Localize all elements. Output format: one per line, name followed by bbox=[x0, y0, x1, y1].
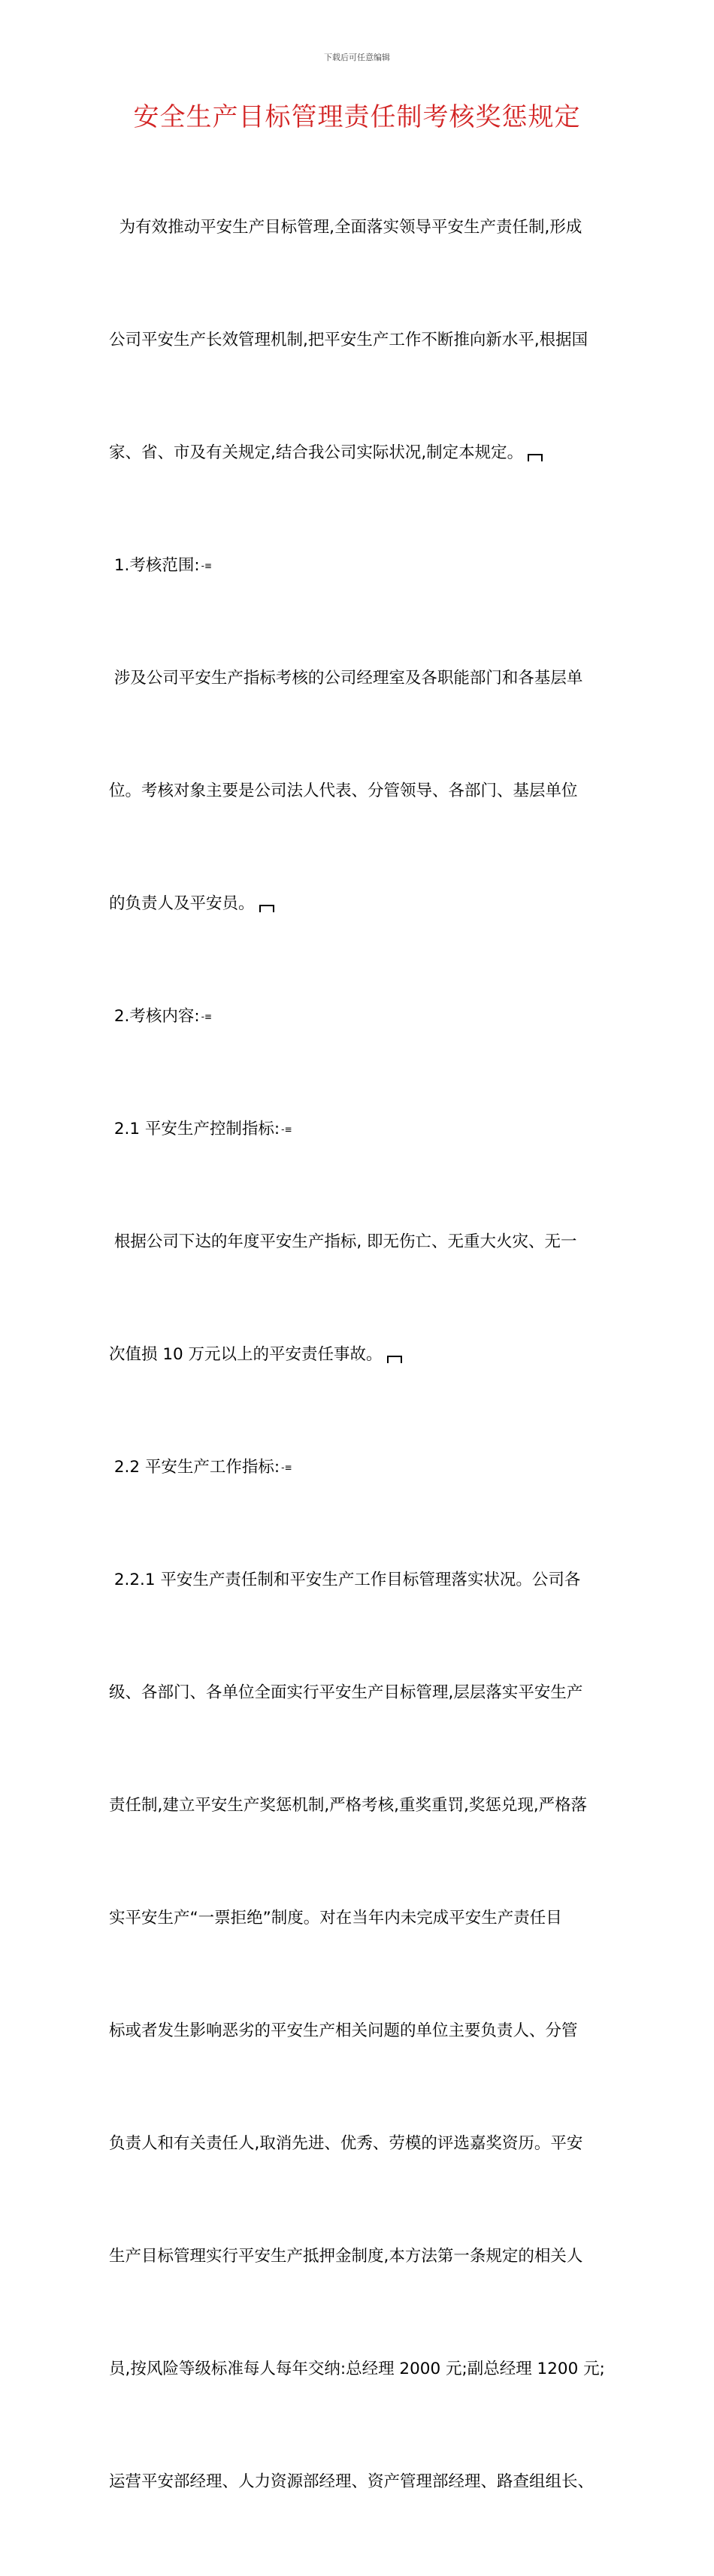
body-line: 公司平安生产长效管理机制,把平安生产工作不断推向新水平,根据国 bbox=[109, 331, 588, 349]
header-note: 下载后可任意编辑 bbox=[324, 53, 390, 62]
tab-mark-icon: -≡ bbox=[281, 1462, 292, 1473]
tab-mark-icon: -≡ bbox=[281, 1124, 292, 1135]
body-line: 运营平安部经理、人力资源部经理、资产管理部经理、路查组组长、 bbox=[109, 2472, 594, 2491]
body-line: 实平安生产“一票拒绝”制度。对在当年内未完成平安生产责任目 bbox=[109, 1909, 562, 1927]
body-line: 次值损 10 万元以上的平安责任事故。 bbox=[109, 1336, 620, 1374]
body-line: 涉及公司平安生产指标考核的公司经理室及各职能部门和各基层单 bbox=[109, 669, 583, 688]
document-title: 安全生产目标管理责任制考核奖惩规定 bbox=[133, 102, 581, 132]
body-line: 的负责人及平安员。 bbox=[109, 885, 620, 923]
body-line: 2.考核内容: -≡ bbox=[109, 998, 620, 1036]
paragraph-mark-icon bbox=[528, 454, 543, 461]
paragraph-mark-icon bbox=[387, 1356, 402, 1363]
body-line: 2.1 平安生产控制指标: -≡ bbox=[109, 1111, 620, 1148]
body-line: 级、各部门、各单位全面实行平安生产目标管理,层层落实平安生产 bbox=[109, 1683, 583, 1702]
body-line: 2.2 平安生产工作指标: -≡ bbox=[109, 1449, 620, 1486]
tab-mark-icon: -≡ bbox=[201, 561, 212, 571]
tab-mark-icon: -≡ bbox=[201, 1011, 212, 1022]
body-line: 生产目标管理实行平安生产抵押金制度,本方法第一条规定的相关人 bbox=[109, 2247, 583, 2266]
body-line: 根据公司下达的年度平安生产指标, 即无伤亡、无重大火灾、无一 bbox=[109, 1232, 577, 1251]
body-line: 2.2.1 平安生产责任制和平安生产工作目标管理落实状况。公司各 bbox=[109, 1571, 581, 1589]
body-line: 家、省、市及有关规定,结合我公司实际状况,制定本规定。 bbox=[109, 434, 620, 472]
body-line: 为有效推动平安生产目标管理,全面落实领导平安生产责任制,形成 bbox=[109, 218, 582, 237]
body-line: 员,按风险等级标准每人每年交纳:总经理 2000 元;副总经理 1200 元; bbox=[109, 2360, 605, 2378]
body-line: 1.考核范围: -≡ bbox=[109, 547, 620, 585]
document-body bbox=[109, 134, 620, 2576]
body-line: 负责人和有关责任人,取消先进、优秀、劳模的评选嘉奖资历。平安 bbox=[109, 2134, 583, 2153]
body-line: 责任制,建立平安生产奖惩机制,严格考核,重奖重罚,奖惩兑现,严格落 bbox=[109, 1796, 588, 1815]
body-line: 位。考核对象主要是公司法人代表、分管领导、各部门、基层单位 bbox=[109, 782, 578, 800]
body-line: 标或者发生影响恶劣的平安生产相关问题的单位主要负责人、分管 bbox=[109, 2021, 578, 2040]
paragraph-mark-icon bbox=[259, 905, 274, 912]
